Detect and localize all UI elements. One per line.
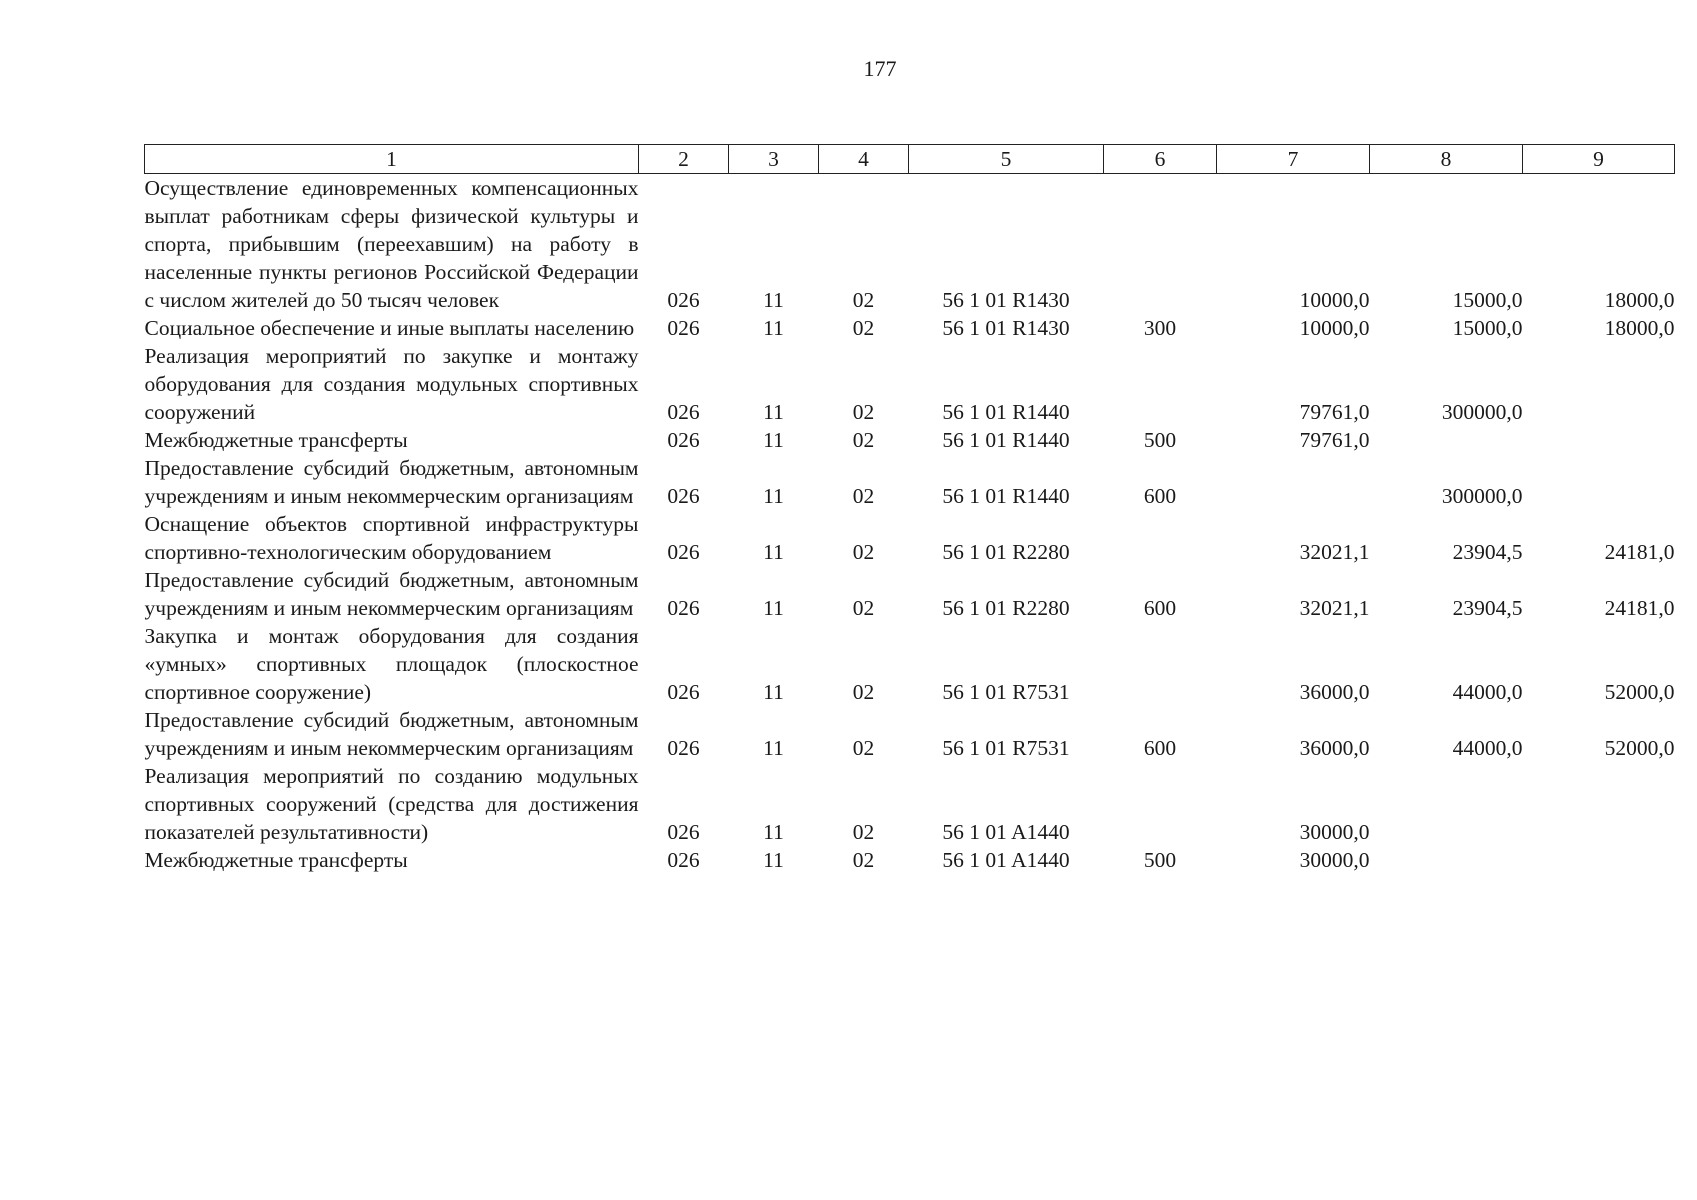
expense-type-code: 600 bbox=[1143, 596, 1177, 620]
amount-col-7: 79761,0 bbox=[1299, 428, 1370, 452]
header-col-8: 8 bbox=[1370, 145, 1523, 174]
amount-col-7 bbox=[1217, 454, 1370, 510]
amount-col-8: 44000,0 bbox=[1452, 680, 1523, 704]
amount-col-8: 44000,0 bbox=[1452, 736, 1523, 760]
subsection-code: 02 bbox=[852, 288, 875, 312]
amount-col-7: 32021,1 bbox=[1299, 540, 1370, 564]
subsection-code: 02 bbox=[852, 820, 875, 844]
ministry-code: 026 bbox=[667, 736, 700, 760]
expense-type-code bbox=[1104, 510, 1217, 566]
expense-type-code bbox=[1104, 174, 1217, 315]
amount-col-9: 24181,0 bbox=[1604, 540, 1675, 564]
section-code: 11 bbox=[763, 400, 784, 424]
header-col-5: 5 bbox=[909, 145, 1104, 174]
target-article-code: 56 1 01 R1430 bbox=[942, 316, 1070, 340]
amount-col-9: 18000,0 bbox=[1604, 316, 1675, 340]
header-col-9: 9 bbox=[1523, 145, 1675, 174]
header-col-4: 4 bbox=[819, 145, 909, 174]
amount-col-8: 23904,5 bbox=[1452, 540, 1523, 564]
table-row bbox=[145, 426, 1675, 454]
amount-col-7: 10000,0 bbox=[1299, 288, 1370, 312]
page-number: 177 bbox=[863, 56, 897, 81]
ministry-code: 026 bbox=[667, 316, 700, 340]
ministry-code: 026 bbox=[667, 400, 700, 424]
amount-col-8: 15000,0 bbox=[1452, 288, 1523, 312]
target-article-code: 56 1 01 R1430 bbox=[942, 288, 1070, 312]
ministry-code: 026 bbox=[667, 680, 700, 704]
amount-col-9 bbox=[1523, 342, 1675, 426]
target-article-code: 56 1 01 R7531 bbox=[942, 736, 1070, 760]
expense-type-code: 500 bbox=[1143, 428, 1177, 452]
expense-type-code: 500 bbox=[1143, 848, 1177, 872]
row-description: Межбюджетные трансферты bbox=[144, 848, 408, 872]
amount-col-7: 10000,0 bbox=[1299, 316, 1370, 340]
header-row bbox=[145, 145, 1675, 174]
subsection-code: 02 bbox=[852, 848, 875, 872]
row-description: Предоставление субсидий бюджетным, автономным учреждениям и иным некоммерческим организациям bbox=[144, 456, 639, 508]
expense-type-code: 600 bbox=[1143, 484, 1177, 508]
table-row bbox=[145, 454, 1675, 510]
section-code: 11 bbox=[763, 596, 784, 620]
target-article-code: 56 1 01 R2280 bbox=[942, 540, 1070, 564]
row-description: Реализация мероприятий по созданию модульных спортивных сооружений (средства для достижения показателей результативности) bbox=[144, 764, 639, 844]
table-row bbox=[145, 342, 1675, 426]
budget-table bbox=[144, 144, 1675, 874]
amount-col-8 bbox=[1370, 426, 1523, 454]
expense-type-code bbox=[1104, 342, 1217, 426]
row-description: Осуществление единовременных компенсационных выплат работникам сферы физической культуры и спорта, прибывшим (переехавшим) на работу в населенные пункты регионов Российской Федерации с числом жителей до 50 тысяч человек bbox=[144, 176, 639, 312]
subsection-code: 02 bbox=[852, 428, 875, 452]
row-description: Предоставление субсидий бюджетным, автономным учреждениям и иным некоммерческим организациям bbox=[144, 708, 639, 760]
amount-col-7: 30000,0 bbox=[1299, 848, 1370, 872]
target-article-code: 56 1 01 A1440 bbox=[942, 820, 1070, 844]
table-row bbox=[145, 846, 1675, 874]
table-row bbox=[145, 174, 1675, 315]
target-article-code: 56 1 01 A1440 bbox=[942, 848, 1070, 872]
section-code: 11 bbox=[763, 288, 784, 312]
section-code: 11 bbox=[763, 484, 784, 508]
target-article-code: 56 1 01 R1440 bbox=[942, 400, 1070, 424]
subsection-code: 02 bbox=[852, 736, 875, 760]
table-row bbox=[145, 314, 1675, 342]
row-description: Реализация мероприятий по закупке и монтажу оборудования для создания модульных спортивных сооружений bbox=[144, 344, 639, 424]
subsection-code: 02 bbox=[852, 400, 875, 424]
amount-col-9 bbox=[1523, 426, 1675, 454]
subsection-code: 02 bbox=[852, 484, 875, 508]
amount-col-8: 300000,0 bbox=[1441, 484, 1523, 508]
header-col-7: 7 bbox=[1217, 145, 1370, 174]
amount-col-8: 15000,0 bbox=[1452, 316, 1523, 340]
header-col-3: 3 bbox=[729, 145, 819, 174]
target-article-code: 56 1 01 R1440 bbox=[942, 484, 1070, 508]
amount-col-7: 32021,1 bbox=[1299, 596, 1370, 620]
amount-col-8 bbox=[1370, 846, 1523, 874]
table-row bbox=[145, 566, 1675, 622]
ministry-code: 026 bbox=[667, 428, 700, 452]
amount-col-7: 79761,0 bbox=[1299, 400, 1370, 424]
expense-type-code bbox=[1104, 762, 1217, 846]
header-col-2: 2 bbox=[639, 145, 729, 174]
row-description: Социальное обеспечение и иные выплаты населению bbox=[144, 316, 635, 340]
header-col-1: 1 bbox=[145, 145, 639, 174]
amount-col-9: 52000,0 bbox=[1604, 736, 1675, 760]
row-description: Межбюджетные трансферты bbox=[144, 428, 408, 452]
header-col-6: 6 bbox=[1104, 145, 1217, 174]
target-article-code: 56 1 01 R2280 bbox=[942, 596, 1070, 620]
ministry-code: 026 bbox=[667, 596, 700, 620]
amount-col-9 bbox=[1523, 762, 1675, 846]
subsection-code: 02 bbox=[852, 540, 875, 564]
expense-type-code: 600 bbox=[1143, 736, 1177, 760]
ministry-code: 026 bbox=[667, 484, 700, 508]
table-body bbox=[145, 174, 1675, 875]
amount-col-7: 36000,0 bbox=[1299, 680, 1370, 704]
amount-col-9: 24181,0 bbox=[1604, 596, 1675, 620]
ministry-code: 026 bbox=[667, 288, 700, 312]
target-article-code: 56 1 01 R1440 bbox=[942, 428, 1070, 452]
target-article-code: 56 1 01 R7531 bbox=[942, 680, 1070, 704]
table-row bbox=[145, 510, 1675, 566]
section-code: 11 bbox=[763, 680, 784, 704]
row-description: Закупка и монтаж оборудования для создания «умных» спортивных площадок (плоскостное спортивное сооружение) bbox=[144, 624, 639, 704]
row-description: Предоставление субсидий бюджетным, автономным учреждениям и иным некоммерческим организациям bbox=[144, 568, 639, 620]
amount-col-9: 18000,0 bbox=[1604, 288, 1675, 312]
amount-col-9 bbox=[1523, 454, 1675, 510]
amount-col-7: 36000,0 bbox=[1299, 736, 1370, 760]
section-code: 11 bbox=[763, 820, 784, 844]
expense-type-code: 300 bbox=[1143, 316, 1177, 340]
amount-col-8: 300000,0 bbox=[1441, 400, 1523, 424]
table-row bbox=[145, 622, 1675, 706]
section-code: 11 bbox=[763, 540, 784, 564]
section-code: 11 bbox=[763, 848, 784, 872]
amount-col-8: 23904,5 bbox=[1452, 596, 1523, 620]
subsection-code: 02 bbox=[852, 596, 875, 620]
section-code: 11 bbox=[763, 736, 784, 760]
expense-type-code bbox=[1104, 622, 1217, 706]
row-description: Оснащение объектов спортивной инфраструктуры спортивно-технологическим оборудованием bbox=[144, 512, 639, 564]
amount-col-9: 52000,0 bbox=[1604, 680, 1675, 704]
table-row bbox=[145, 762, 1675, 846]
section-code: 11 bbox=[763, 316, 784, 340]
subsection-code: 02 bbox=[852, 316, 875, 340]
ministry-code: 026 bbox=[667, 848, 700, 872]
amount-col-8 bbox=[1370, 762, 1523, 846]
ministry-code: 026 bbox=[667, 540, 700, 564]
section-code: 11 bbox=[763, 428, 784, 452]
ministry-code: 026 bbox=[667, 820, 700, 844]
table-row bbox=[145, 706, 1675, 762]
subsection-code: 02 bbox=[852, 680, 875, 704]
amount-col-9 bbox=[1523, 846, 1675, 874]
amount-col-7: 30000,0 bbox=[1299, 820, 1370, 844]
